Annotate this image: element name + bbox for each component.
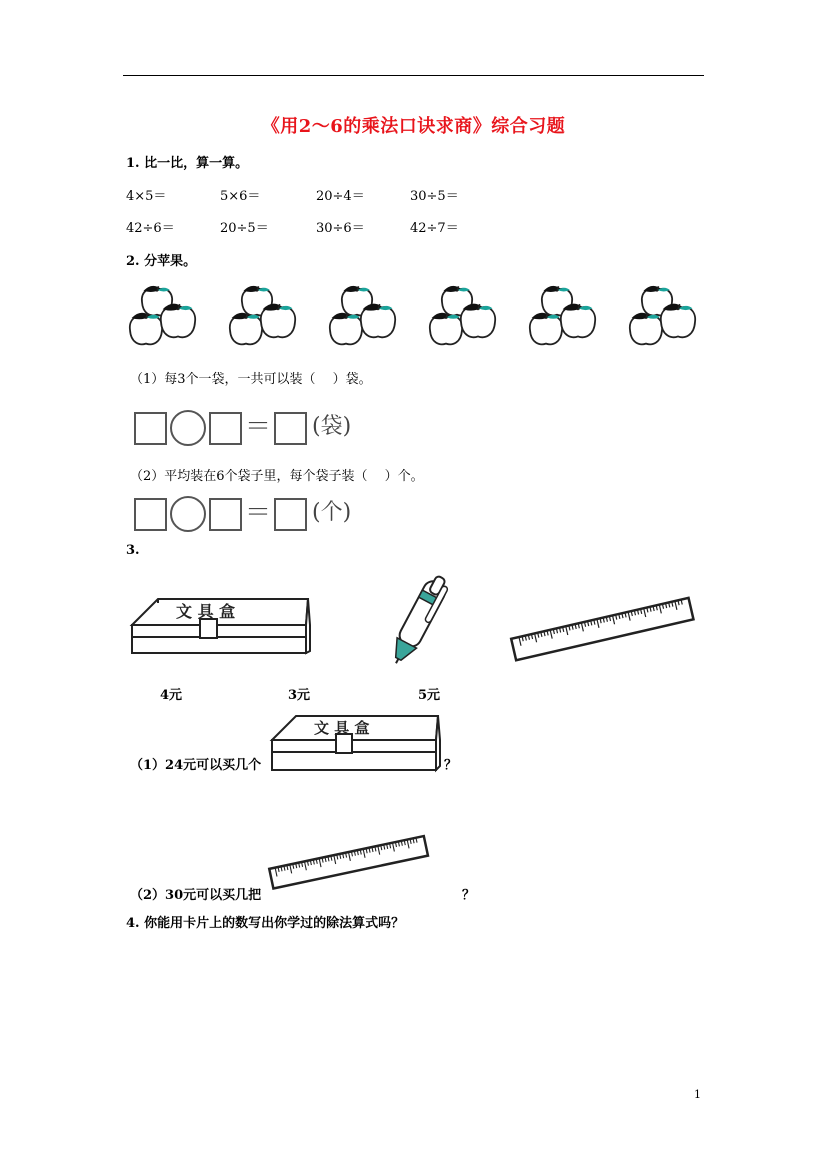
pencil-box-text: 文 具 盒 [176, 602, 236, 621]
q1-expr: 30÷5＝ [410, 189, 459, 204]
q4-heading: 4. 你能用卡片上的数写出你学过的除法算式吗？ [126, 916, 405, 931]
q1-expr: 20÷4＝ [316, 189, 365, 204]
page-number: 1 [694, 1088, 701, 1101]
apple-icon [330, 313, 362, 345]
page-title: 《用2～6的乘法口诀求商》综合习题 [261, 116, 566, 137]
price-pencil-box: 4元 [160, 688, 183, 703]
equals-sign: ＝ [245, 412, 272, 442]
answer-box[interactable] [134, 412, 167, 445]
apple-icon [630, 313, 662, 345]
pencil-box-text: 文 具 盒 [314, 719, 370, 737]
question-mark: ？ [444, 758, 458, 773]
operator-circle[interactable] [170, 496, 206, 532]
answer-box[interactable] [134, 498, 167, 531]
unit-label-bags: (袋) [312, 414, 352, 439]
equals-sign: ＝ [245, 498, 272, 528]
q3-heading: 3. [126, 543, 140, 558]
apple-icon [661, 304, 695, 338]
ruler-icon [508, 600, 703, 665]
q1-expr: 30÷6＝ [316, 221, 365, 236]
pencil-box-icon [128, 595, 313, 657]
question-mark: ？ [462, 888, 476, 903]
price-ruler: 5元 [418, 688, 441, 703]
apple-illustration [0, 0, 827, 360]
apple-icon [230, 313, 262, 345]
apple-icon [161, 304, 195, 338]
q1-expr: 4×5＝ [126, 189, 167, 204]
apple-icon [461, 304, 495, 338]
q1-expr: 42÷7＝ [410, 221, 459, 236]
answer-box[interactable] [209, 412, 242, 445]
apple-icon [561, 304, 595, 338]
apple-icon [261, 304, 295, 338]
operator-circle[interactable] [170, 410, 206, 446]
q1-expr: 42÷6＝ [126, 221, 175, 236]
ruler-icon [266, 836, 434, 892]
apple-icon [130, 313, 162, 345]
q3-sub1: （1）24元可以买几个 [130, 758, 262, 773]
apple-icon [530, 313, 562, 345]
pencil-box-icon [268, 712, 443, 774]
answer-box[interactable] [274, 498, 307, 531]
q2-sub1: （1）每3个一袋，一共可以装（ ）袋。 [130, 372, 372, 387]
answer-box[interactable] [209, 498, 242, 531]
q1-expr: 5×6＝ [220, 189, 261, 204]
price-pen: 3元 [288, 688, 311, 703]
answer-box[interactable] [274, 412, 307, 445]
q2-sub2: （2）平均装在6个袋子里，每个袋子装（ ）个。 [130, 469, 424, 484]
q1-heading: 1. 比一比，算一算。 [126, 156, 249, 171]
q1-expr: 20÷5＝ [220, 221, 269, 236]
q2-heading: 2. 分苹果。 [126, 254, 197, 269]
pen-icon [384, 570, 454, 670]
unit-label-items: (个) [312, 500, 352, 525]
q3-sub2: （2）30元可以买几把 [130, 888, 262, 903]
apple-icon [430, 313, 462, 345]
apple-icon [361, 304, 395, 338]
